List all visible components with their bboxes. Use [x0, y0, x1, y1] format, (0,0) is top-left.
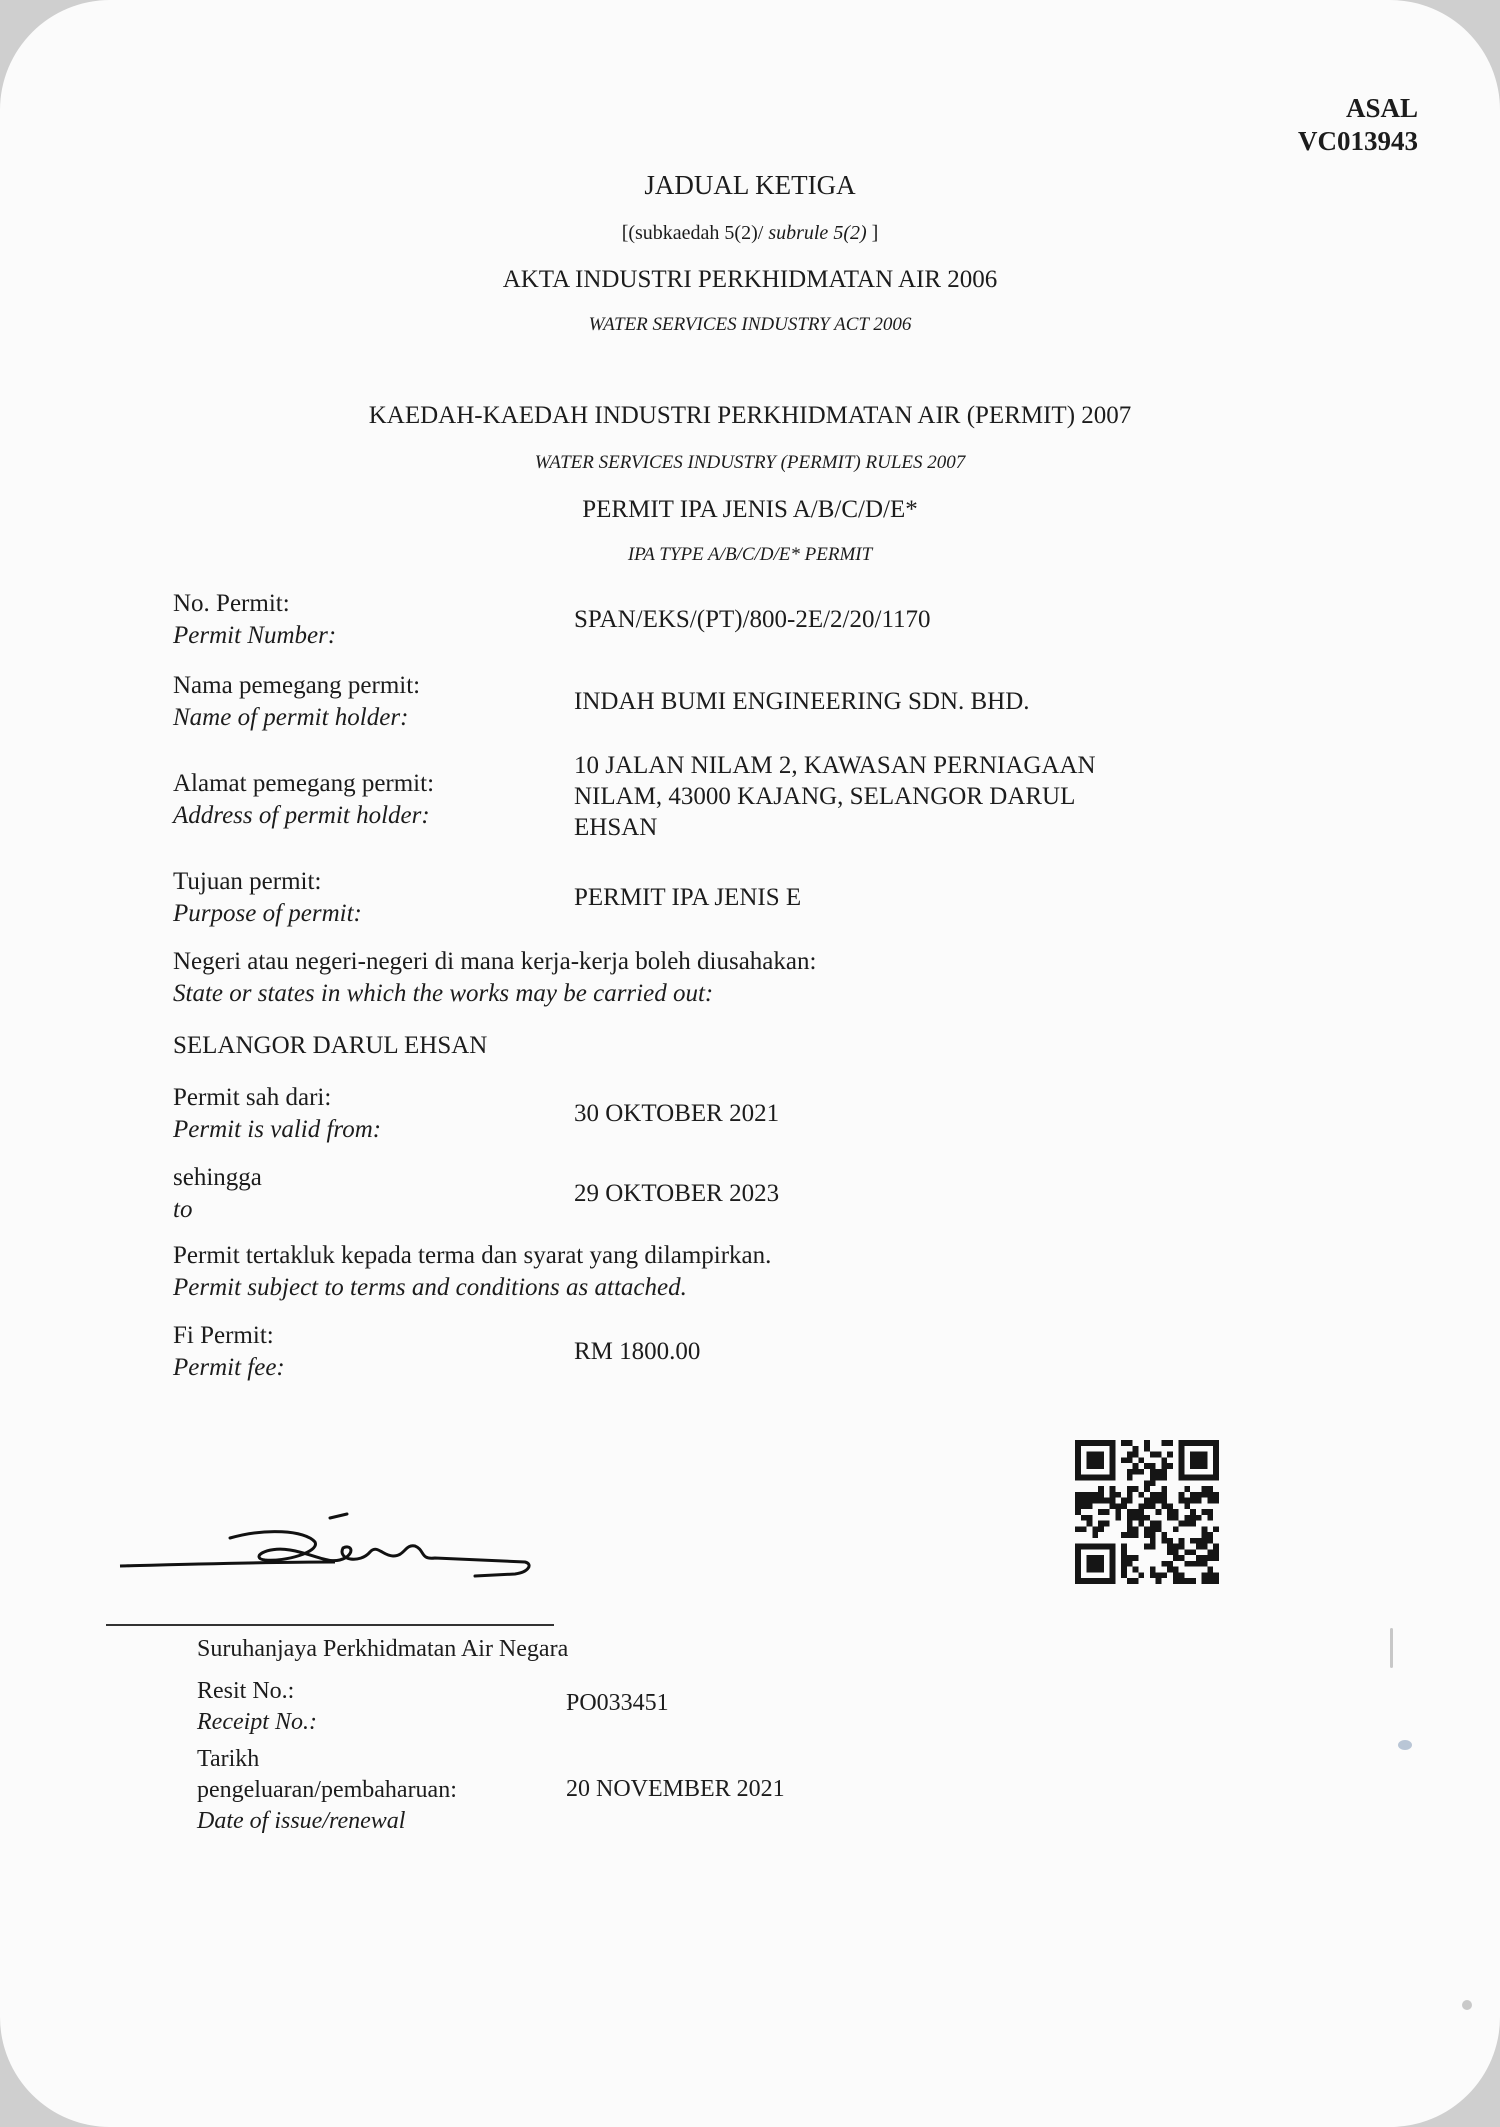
receipt-label: Resit No.: Receipt No.:: [197, 1678, 317, 1735]
valid-to-value: 29 OKTOBER 2023: [574, 1180, 780, 1207]
permit-type-ms: PERMIT IPA JENIS A/B/C/D/E*: [582, 496, 918, 523]
qr-code: [1075, 1440, 1219, 1584]
rules-title-ms: KAEDAH-KAEDAH INDUSTRI PERKHIDMATAN AIR (PERMIT) 2007: [368, 402, 1132, 429]
permit-number-label: No. Permit: Permit Number:: [173, 590, 337, 649]
fee-label: Fi Permit: Permit fee:: [173, 1322, 285, 1381]
permit-type-en: IPA TYPE A/B/C/D/E* PERMIT: [627, 544, 873, 565]
signature-line: [106, 1624, 554, 1626]
purpose-value: PERMIT IPA JENIS E: [574, 884, 802, 911]
holder-address-label: Alamat pemegang permit: Address of permit holder:: [173, 770, 435, 829]
receipt-value: PO033451: [566, 1690, 669, 1716]
subrule-ref: [(subkaedah 5(2)/ subrule 5(2) ]: [621, 222, 879, 244]
issue-date-label: Tarikh pengeluaran/pembaharuan: Date of issue/renewal: [197, 1746, 457, 1834]
holder-name-label: Nama pemegang permit: Name of permit holder:: [173, 672, 421, 731]
scan-mark: [1390, 1628, 1393, 1668]
reference-block: [1298, 92, 1418, 158]
valid-from-label: Permit sah dari: Permit is valid from:: [173, 1084, 382, 1143]
copy-label: ASAL: [1345, 93, 1418, 123]
schedule-title: JADUAL KETIGA: [644, 170, 856, 200]
act-title-en: WATER SERVICES INDUSTRY ACT 2006: [588, 314, 912, 335]
scan-mark: [1462, 2000, 1472, 2010]
states-label: Negeri atau negeri-negeri di mana kerja-kerja boleh diusahakan: State or states in which the works may be carried out:: [173, 948, 817, 1007]
terms-text: Permit tertakluk kepada terma dan syarat yang dilampirkan. Permit subject to terms and conditions as attached.: [173, 1242, 772, 1301]
valid-to-label: sehingga to: [173, 1164, 262, 1223]
signature: [115, 1500, 545, 1600]
states-value: SELANGOR DARUL EHSAN: [173, 1032, 488, 1059]
act-title-ms: AKTA INDUSTRI PERKHIDMATAN AIR 2006: [502, 266, 998, 293]
purpose-label: Tujuan permit: Purpose of permit:: [173, 868, 362, 927]
permit-number-value: SPAN/EKS/(PT)/800-2E/2/20/1170: [574, 606, 931, 633]
scan-mark: [1398, 1740, 1412, 1750]
valid-from-value: 30 OKTOBER 2021: [574, 1100, 780, 1127]
serial-number: VC013943: [1298, 126, 1418, 156]
fee-value: RM 1800.00: [574, 1338, 701, 1365]
holder-address-value: 10 JALAN NILAM 2, KAWASAN PERNIAGAAN NILAM, 43000 KAJANG, SELANGOR DARUL EHSAN: [574, 752, 1096, 841]
holder-name-value: INDAH BUMI ENGINEERING SDN. BHD.: [574, 688, 1030, 715]
rules-title-en: WATER SERVICES INDUSTRY (PERMIT) RULES 2007: [534, 452, 966, 473]
issue-date-value: 20 NOVEMBER 2021: [566, 1776, 785, 1802]
authority-name: Suruhanjaya Perkhidmatan Air Negara: [197, 1636, 569, 1662]
